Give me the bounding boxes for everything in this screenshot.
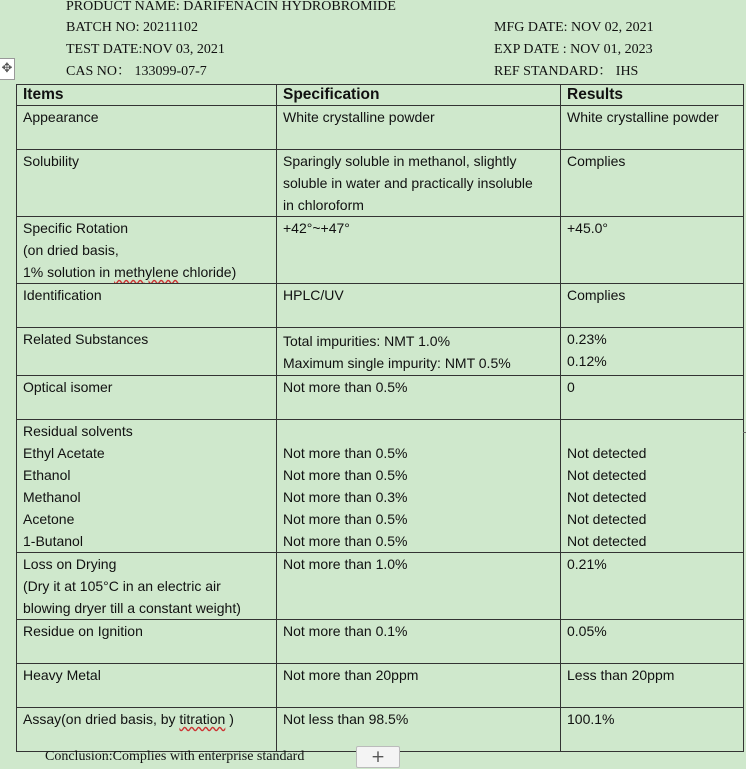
spec-text: White crystalline powder [283, 109, 435, 125]
table-row [17, 708, 744, 752]
result-text: 0 [567, 379, 575, 395]
item-cell [17, 106, 277, 150]
result-text: Not detected [567, 533, 647, 549]
result-text: 0.23% [567, 331, 607, 347]
item-cell [17, 620, 277, 664]
item-cell [17, 328, 277, 376]
result-cell [561, 284, 744, 328]
item-text: Identification [23, 287, 102, 303]
spec-cell [277, 664, 561, 708]
item-text: blowing dryer till a constant weight) [23, 600, 241, 616]
coa-table [16, 84, 744, 752]
batch-no: BATCH NO: 20211102 [66, 20, 198, 35]
item-text: Residue on Ignition [23, 623, 143, 639]
result-cell [561, 376, 744, 420]
item-cell [17, 217, 277, 284]
item-text: Specific Rotation [23, 220, 129, 236]
exp-date: EXP DATE : NOV 01, 2023 [494, 42, 653, 57]
conclusion-text: Conclusion:Complies with enterprise standard [45, 749, 305, 764]
spec-text: Not more than 0.3% [283, 489, 408, 505]
spec-text: Maximum single impurity: NMT 0.5% [283, 355, 511, 371]
spec-text: Sparingly soluble in methanol, slightly [283, 153, 517, 169]
table-row [17, 620, 744, 664]
table-row [17, 284, 744, 328]
spec-text: Not more than 0.5% [283, 379, 408, 395]
table-header-row [17, 85, 744, 106]
spec-cell [277, 376, 561, 420]
spec-cell [277, 106, 561, 150]
ref-standard: REF STANDARD： IHS [494, 64, 639, 79]
spec-text: HPLC/UV [283, 287, 344, 303]
result-cell [561, 328, 744, 376]
result-cell [561, 420, 744, 553]
spec-cell [277, 284, 561, 328]
item-text: Heavy Metal [23, 667, 101, 683]
item-text: Loss on Drying [23, 556, 117, 572]
test-date: TEST DATE:NOV 03, 2021 [66, 42, 225, 57]
table-row [17, 553, 744, 620]
result-cell [561, 620, 744, 664]
table-row [17, 664, 744, 708]
table-row [17, 106, 744, 150]
item-cell [17, 708, 277, 752]
product-name: PRODUCT NAME: DARIFENACIN HYDROBROMIDE [66, 0, 396, 14]
spec-cell [277, 328, 561, 376]
result-text: 100.1% [567, 711, 615, 727]
spec-cell [277, 217, 561, 284]
spec-cell [277, 553, 561, 620]
result-text: Complies [567, 287, 626, 303]
spec-text: Not more than 0.5% [283, 533, 408, 549]
item-cell [17, 420, 277, 553]
spec-text: soluble in water and practically insoluble [283, 175, 533, 191]
result-text: 0.05% [567, 623, 607, 639]
result-cell [561, 664, 744, 708]
result-text: 0.12% [567, 353, 607, 369]
result-cell [561, 106, 744, 150]
spec-text: in chloroform [283, 197, 364, 213]
table-row [17, 150, 744, 217]
spec-text: Total impurities: NMT 1.0% [283, 333, 451, 349]
item-cell [17, 284, 277, 328]
item-text: 1% solution in methylene chloride) [23, 264, 237, 280]
result-text: Less than 20ppm [567, 667, 675, 683]
result-text: Complies [567, 153, 626, 169]
spec-text: Not more than 0.5% [283, 467, 408, 483]
item-cell [17, 664, 277, 708]
item-text: Acetone [23, 511, 75, 527]
item-text: Ethanol [23, 467, 71, 483]
item-text: (on dried basis, [23, 242, 119, 258]
spec-cell [277, 150, 561, 217]
result-text: Not detected [567, 489, 647, 505]
item-text: Optical isomer [23, 379, 113, 395]
spec-cell [277, 420, 561, 553]
result-cell [561, 217, 744, 284]
table-row [17, 420, 744, 553]
item-text: 1-Butanol [23, 533, 83, 549]
result-text: +45.0° [567, 220, 609, 236]
add-sheet-button[interactable]: + [356, 746, 400, 768]
result-text: Not detected [567, 467, 647, 483]
spec-text: Not more than 1.0% [283, 556, 408, 572]
column-header-results: Results [561, 85, 744, 106]
table-row [17, 217, 744, 284]
spec-text: Not more than 0.5% [283, 511, 408, 527]
spec-text: Not more than 20ppm [283, 667, 419, 683]
result-text: Not detected [567, 445, 647, 461]
spec-text: Not less than 98.5% [283, 711, 409, 727]
item-text: (Dry it at 105°C in an electric air [23, 578, 221, 594]
spec-text [283, 420, 554, 442]
spec-text: Not more than 0.1% [283, 623, 408, 639]
result-cell [561, 708, 744, 752]
spec-cell [277, 708, 561, 752]
result-text [567, 420, 737, 442]
spec-cell [277, 620, 561, 664]
item-text: Solubility [23, 153, 80, 169]
result-cell [561, 150, 744, 217]
result-text: White crystalline powder [567, 109, 719, 125]
item-text: Methanol [23, 489, 81, 505]
result-cell [561, 553, 744, 620]
item-text: Assay(on dried basis, by titration ) [23, 711, 234, 727]
spec-text: Not more than 0.5% [283, 445, 408, 461]
item-cell [17, 553, 277, 620]
item-cell [17, 376, 277, 420]
item-cell [17, 150, 277, 217]
column-header-specification: Specification [277, 85, 561, 106]
table-row [17, 376, 744, 420]
table-row [17, 328, 744, 376]
spec-text: +42°~+47° [283, 220, 350, 236]
result-text: Not detected [567, 511, 647, 527]
result-text: 0.21% [567, 556, 607, 572]
table-move-handle-icon[interactable]: ✥ [0, 58, 15, 80]
item-text: Ethyl Acetate [23, 445, 105, 461]
item-text: Related Substances [23, 331, 149, 347]
mfg-date: MFG DATE: NOV 02, 2021 [494, 20, 654, 35]
item-text: Appearance [23, 109, 99, 125]
item-text: Residual solvents [23, 423, 133, 439]
cas-no: CAS NO： 133099-07-7 [66, 64, 207, 79]
column-header-items: Items [17, 85, 277, 106]
